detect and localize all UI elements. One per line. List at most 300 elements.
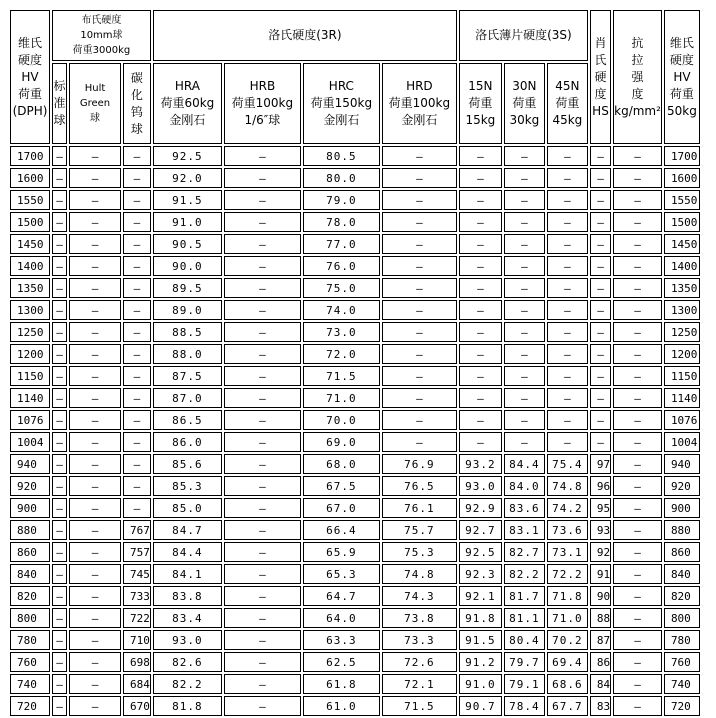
tensile-cell: – (613, 520, 662, 540)
hrc-cell: 66.4 (303, 520, 380, 540)
hra-cell: 85.6 (153, 454, 222, 474)
shore-cell: 88 (590, 608, 611, 628)
brinell-carbide-cell: 745 (123, 564, 151, 584)
brinell-carbide-cell: – (123, 278, 151, 298)
shore-cell: – (590, 168, 611, 188)
hrd-cell: – (382, 366, 457, 386)
hv-cell: 1200 (10, 344, 50, 364)
brinell-carbide-cell: – (123, 322, 151, 342)
hrd-cell: 76.1 (382, 498, 457, 518)
table-row (10, 564, 700, 584)
n45-cell: – (547, 388, 588, 408)
hv-right-cell: 800 (664, 608, 700, 628)
header-line: 10mm球 (80, 30, 123, 41)
tensile-header (613, 10, 662, 144)
hrc-cell: 65.9 (303, 542, 380, 562)
brinell-standard-cell: – (52, 322, 67, 342)
table-row (10, 652, 700, 672)
hv-cell: 880 (10, 520, 50, 540)
header-line: 球 (53, 113, 66, 127)
hra-cell: 90.0 (153, 256, 222, 276)
hv-cell: 740 (10, 674, 50, 694)
n45-cell: – (547, 256, 588, 276)
n15-cell: – (459, 344, 502, 364)
n30-cell: 83.1 (504, 520, 545, 540)
hra-cell: 91.0 (153, 212, 222, 232)
hv-cell: 1300 (10, 300, 50, 320)
hra-cell: 92.0 (153, 168, 222, 188)
brinell-carbide-cell: 698 (123, 652, 151, 672)
n15-cell: – (459, 278, 502, 298)
hrc-cell: 61.8 (303, 674, 380, 694)
hv-right-cell: 1400 (664, 256, 700, 276)
n15-cell: 92.5 (459, 542, 502, 562)
brinell-carbide-cell: – (123, 212, 151, 232)
n45-cell: – (547, 366, 588, 386)
header-line: 荷重100kg (231, 96, 294, 110)
n45-cell: 71.0 (547, 608, 588, 628)
table-row (10, 542, 700, 562)
hrb-cell: – (224, 168, 301, 188)
n15-cell: – (459, 322, 502, 342)
n30-cell: – (504, 410, 545, 430)
header-line: 30kg (509, 113, 540, 127)
hv-right-cell: 780 (664, 630, 700, 650)
hrb-cell: – (224, 652, 301, 672)
table-row (10, 344, 700, 364)
hv-right-cell: 1140 (664, 388, 700, 408)
table-row (10, 168, 700, 188)
hv-right-cell: 920 (664, 476, 700, 496)
tensile-cell: – (613, 476, 662, 496)
hv-cell: 940 (10, 454, 50, 474)
brinell-hult-green-cell: – (69, 564, 121, 584)
hv-right-cell: 1550 (664, 190, 700, 210)
n45-cell: – (547, 234, 588, 254)
header-line: 强 (631, 69, 644, 84)
shore-cell: 90 (590, 586, 611, 606)
table-row (10, 190, 700, 210)
brinell-standard-cell: – (52, 256, 67, 276)
shore-cell: – (590, 344, 611, 364)
brinell-standard-cell: – (52, 344, 67, 364)
brinell-hult-green-cell: – (69, 652, 121, 672)
hra-cell: 89.5 (153, 278, 222, 298)
n30-cell: 79.7 (504, 652, 545, 672)
shore-cell: – (590, 190, 611, 210)
hrd-cell: 74.8 (382, 564, 457, 584)
shore-cell: – (590, 212, 611, 232)
brinell-standard-cell: – (52, 630, 67, 650)
tensile-cell: – (613, 674, 662, 694)
hv-right-cell: 1150 (664, 366, 700, 386)
n45-cell: – (547, 212, 588, 232)
hv-right-cell: 1004 (664, 432, 700, 452)
hv-cell: 820 (10, 586, 50, 606)
hrb-cell: – (224, 388, 301, 408)
hra-cell: 88.0 (153, 344, 222, 364)
brinell-hult-green-cell: – (69, 608, 121, 628)
n45-cell: 67.7 (547, 696, 588, 716)
brinell-standard-cell: – (52, 366, 67, 386)
hv-cell: 900 (10, 498, 50, 518)
header-line: HRA (174, 79, 200, 93)
n30-cell: – (504, 278, 545, 298)
header-line: 荷重 (669, 86, 694, 101)
tensile-cell: – (613, 168, 662, 188)
n30-cell: – (504, 190, 545, 210)
hrc-cell: 69.0 (303, 432, 380, 452)
header-line: 硬度 (669, 52, 694, 67)
hv-right-cell: 720 (664, 696, 700, 716)
brinell-carbide-cell: 710 (123, 630, 151, 650)
hrb-cell: – (224, 300, 301, 320)
shore-cell: 96 (590, 476, 611, 496)
hrd-cell: 72.6 (382, 652, 457, 672)
hra-cell: 87.5 (153, 366, 222, 386)
hrc-cell: 70.0 (303, 410, 380, 430)
tensile-cell: – (613, 256, 662, 276)
hrd-cell: – (382, 388, 457, 408)
hv-cell: 860 (10, 542, 50, 562)
n15-cell: – (459, 388, 502, 408)
hrb-cell: – (224, 454, 301, 474)
hrc-cell: 78.0 (303, 212, 380, 232)
brinell-carbide-cell: – (123, 344, 151, 364)
brinell-carbide-cell: – (123, 476, 151, 496)
hrd-cell: 75.3 (382, 542, 457, 562)
shore-cell: – (590, 278, 611, 298)
brinell-standard-cell: – (52, 146, 67, 166)
rockwell-group-header: 洛氏硬度(3R) (153, 10, 457, 61)
n15-cell: – (459, 146, 502, 166)
hv-right-cell: 880 (664, 520, 700, 540)
tensile-cell: – (613, 344, 662, 364)
brinell-carbide-cell: 670 (123, 696, 151, 716)
brinell-hult-green-cell: – (69, 388, 121, 408)
hrd-cell: – (382, 410, 457, 430)
n15-cell: – (459, 432, 502, 452)
hv-cell: 760 (10, 652, 50, 672)
brinell-hult-green-cell: – (69, 366, 121, 386)
hv-cell: 1350 (10, 278, 50, 298)
brinell-hult-green-cell: – (69, 586, 121, 606)
n45-cell: – (547, 344, 588, 364)
hrd-cell: 72.1 (382, 674, 457, 694)
hrb-cell: – (224, 630, 301, 650)
shore-cell: – (590, 388, 611, 408)
table-row (10, 476, 700, 496)
header-line: HRB (249, 79, 276, 93)
brinell-hult-green-cell: – (69, 542, 121, 562)
n45-cell: – (547, 278, 588, 298)
table-row (10, 608, 700, 628)
hrc-cell: 73.0 (303, 322, 380, 342)
header-line: 荷重 (17, 86, 42, 101)
tensile-cell: – (613, 652, 662, 672)
n15-cell: 91.8 (459, 608, 502, 628)
brinell-hult-green-cell: – (69, 498, 121, 518)
shore-cell: 83 (590, 696, 611, 716)
brinell-standard-cell: – (52, 542, 67, 562)
n15-cell: – (459, 410, 502, 430)
hrc-cell: 67.0 (303, 498, 380, 518)
hv-cell: 1150 (10, 366, 50, 386)
table-row (10, 278, 700, 298)
hrd-cell: – (382, 146, 457, 166)
header-line: 荷重 (468, 96, 493, 110)
hrb-cell: – (224, 564, 301, 584)
n15-header (459, 63, 502, 144)
tensile-cell: – (613, 498, 662, 518)
n30-cell: – (504, 344, 545, 364)
hrb-cell: – (224, 542, 301, 562)
brinell-hult-green-cell: – (69, 344, 121, 364)
header-line: HS (592, 103, 609, 118)
tensile-cell: – (613, 366, 662, 386)
hv-cell: 920 (10, 476, 50, 496)
n45-cell: – (547, 300, 588, 320)
n45-cell: 68.6 (547, 674, 588, 694)
hrd-cell: 73.3 (382, 630, 457, 650)
header-line: 肖 (594, 35, 607, 50)
hrc-cell: 79.0 (303, 190, 380, 210)
hrd-cell: – (382, 256, 457, 276)
n30-cell: 84.0 (504, 476, 545, 496)
hv-right-cell: 760 (664, 652, 700, 672)
hrd-header (382, 63, 457, 144)
hrd-cell: – (382, 212, 457, 232)
brinell-standard-cell: – (52, 168, 67, 188)
shore-cell: 84 (590, 674, 611, 694)
brinell-carbide-cell: 757 (123, 542, 151, 562)
hrc-cell: 64.7 (303, 586, 380, 606)
brinell-standard-cell: – (52, 520, 67, 540)
n30-cell: 84.4 (504, 454, 545, 474)
brinell-hult-green-cell: – (69, 146, 121, 166)
brinell-standard-cell: – (52, 410, 67, 430)
table-row (10, 256, 700, 276)
hv-cell: 1550 (10, 190, 50, 210)
hrb-cell: – (224, 322, 301, 342)
hrb-cell: – (224, 674, 301, 694)
superficial-group-header: 洛氏薄片硬度(3S) (459, 10, 588, 61)
hrc-cell: 64.0 (303, 608, 380, 628)
hv-header-right (664, 10, 700, 144)
hra-cell: 83.4 (153, 608, 222, 628)
brinell-hult-green-cell: – (69, 410, 121, 430)
n15-cell: 92.1 (459, 586, 502, 606)
n45-cell: – (547, 146, 588, 166)
table-row (10, 498, 700, 518)
brinell-standard-cell: – (52, 564, 67, 584)
brinell-standard-cell: – (52, 652, 67, 672)
brinell-carbide-cell: – (123, 146, 151, 166)
header-line: HV (673, 69, 691, 84)
hv-cell: 840 (10, 564, 50, 584)
header-line: 15kg (465, 113, 496, 127)
n15-cell: 93.2 (459, 454, 502, 474)
n30-cell: 79.1 (504, 674, 545, 694)
header-line: kg/mm² (614, 103, 661, 118)
hv-right-cell: 1250 (664, 322, 700, 342)
shore-cell: – (590, 256, 611, 276)
shore-cell: 87 (590, 630, 611, 650)
n45-cell: – (547, 432, 588, 452)
brinell-standard-cell: – (52, 432, 67, 452)
brinell-hult-green-cell: – (69, 190, 121, 210)
header-line: 荷重3000kg (72, 45, 131, 56)
hra-cell: 92.5 (153, 146, 222, 166)
n45-cell: 71.8 (547, 586, 588, 606)
tensile-cell: – (613, 322, 662, 342)
tensile-cell: – (613, 300, 662, 320)
hv-right-cell: 940 (664, 454, 700, 474)
n30-cell: – (504, 388, 545, 408)
brinell-standard-cell: – (52, 300, 67, 320)
tensile-cell: – (613, 410, 662, 430)
header-line: 度 (631, 86, 644, 101)
n15-cell: – (459, 234, 502, 254)
n15-cell: 92.7 (459, 520, 502, 540)
hrd-cell: – (382, 234, 457, 254)
header-line: 金刚石 (323, 113, 360, 127)
tensile-cell: – (613, 146, 662, 166)
n45-cell: 75.4 (547, 454, 588, 474)
hrd-cell: 76.5 (382, 476, 457, 496)
hrd-cell: – (382, 190, 457, 210)
hrc-cell: 80.5 (303, 146, 380, 166)
shore-cell: – (590, 322, 611, 342)
hra-cell: 85.0 (153, 498, 222, 518)
hv-cell: 720 (10, 696, 50, 716)
n30-cell: 80.4 (504, 630, 545, 650)
table-row (10, 388, 700, 408)
hrd-cell: – (382, 344, 457, 364)
hra-cell: 91.5 (153, 190, 222, 210)
brinell-standard-cell: – (52, 608, 67, 628)
hrd-cell: – (382, 432, 457, 452)
hrd-cell: 76.9 (382, 454, 457, 474)
hv-cell: 1500 (10, 212, 50, 232)
brinell-standard-cell: – (52, 278, 67, 298)
hra-cell: 81.8 (153, 696, 222, 716)
hrb-cell: – (224, 146, 301, 166)
brinell-hult-green-cell: – (69, 476, 121, 496)
hra-cell: 83.8 (153, 586, 222, 606)
n30-cell: – (504, 234, 545, 254)
hrb-cell: – (224, 344, 301, 364)
hv-cell: 1400 (10, 256, 50, 276)
hrb-cell: – (224, 256, 301, 276)
n15-cell: – (459, 366, 502, 386)
hrc-cell: 65.3 (303, 564, 380, 584)
n15-cell: 92.9 (459, 498, 502, 518)
hv-header-left (10, 10, 50, 144)
hv-right-cell: 1600 (664, 168, 700, 188)
n30-cell: – (504, 322, 545, 342)
hv-right-cell: 840 (664, 564, 700, 584)
brinell-standard-cell: – (52, 212, 67, 232)
n15-cell: – (459, 212, 502, 232)
brinell-hult-green-cell: – (69, 454, 121, 474)
header-line: 荷重150kg (310, 96, 373, 110)
header-line: 维氏 (17, 35, 42, 50)
shore-cell: 93 (590, 520, 611, 540)
table-row (10, 432, 700, 452)
tensile-cell: – (613, 564, 662, 584)
hrc-cell: 75.0 (303, 278, 380, 298)
hrb-cell: – (224, 410, 301, 430)
shore-cell: – (590, 146, 611, 166)
table-row (10, 410, 700, 430)
hv-right-cell: 1500 (664, 212, 700, 232)
hrd-cell: 71.5 (382, 696, 457, 716)
brinell-carbide-cell: 767 (123, 520, 151, 540)
header-line: 荷重 (555, 96, 580, 110)
table-row (10, 696, 700, 716)
n15-cell: 91.0 (459, 674, 502, 694)
n45-cell: – (547, 410, 588, 430)
table-row (10, 454, 700, 474)
hrb-cell: – (224, 498, 301, 518)
n30-cell: – (504, 366, 545, 386)
n45-cell: 70.2 (547, 630, 588, 650)
hv-right-cell: 1076 (664, 410, 700, 430)
n45-cell: – (547, 190, 588, 210)
hrc-cell: 67.5 (303, 476, 380, 496)
hrb-cell: – (224, 696, 301, 716)
brinell-carbide-cell: 733 (123, 586, 151, 606)
header-line: 球 (90, 113, 100, 124)
hv-cell: 780 (10, 630, 50, 650)
brinell-carbide-cell: – (123, 168, 151, 188)
header-line: 碳 (130, 70, 143, 85)
hrc-cell: 72.0 (303, 344, 380, 364)
hv-cell: 1250 (10, 322, 50, 342)
hrc-cell: 62.5 (303, 652, 380, 672)
n30-cell: 78.4 (504, 696, 545, 716)
hv-cell: 1600 (10, 168, 50, 188)
hrd-cell: – (382, 278, 457, 298)
brinell-group-header (52, 10, 151, 61)
table-row (10, 586, 700, 606)
header-line: 布氏硬度 (81, 15, 122, 26)
hra-cell: 88.5 (153, 322, 222, 342)
table-row (10, 520, 700, 540)
hrc-cell: 71.0 (303, 388, 380, 408)
brinell-standard-cell: – (52, 388, 67, 408)
hrb-header (224, 63, 301, 144)
tensile-cell: – (613, 630, 662, 650)
n15-cell: 90.7 (459, 696, 502, 716)
header-line: 45kg (552, 113, 583, 127)
hra-cell: 82.6 (153, 652, 222, 672)
shore-cell: 97 (590, 454, 611, 474)
header-line: 维氏 (669, 35, 694, 50)
brinell-standard-cell: – (52, 696, 67, 716)
brinell-carbide-cell: – (123, 410, 151, 430)
header-line: 15N (468, 79, 493, 93)
header-line: 拉 (631, 52, 644, 67)
shore-cell: 92 (590, 542, 611, 562)
hv-right-cell: 1300 (664, 300, 700, 320)
brinell-carbide-cell: 722 (123, 608, 151, 628)
hrd-cell: 74.3 (382, 586, 457, 606)
hrb-cell: – (224, 234, 301, 254)
header-line: 荷重60kg (160, 96, 215, 110)
hv-right-cell: 1450 (664, 234, 700, 254)
